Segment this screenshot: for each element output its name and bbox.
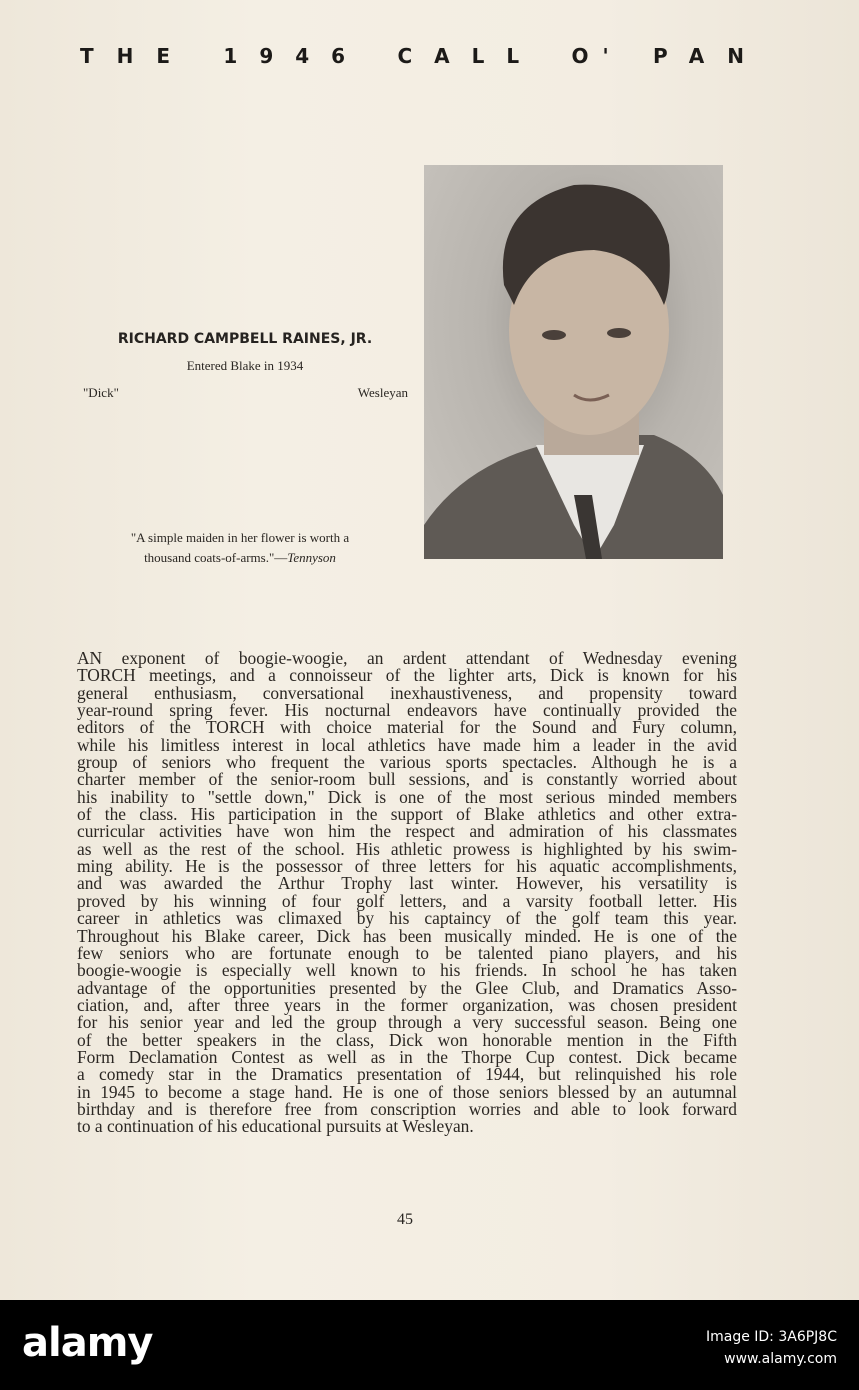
- text-line: boogie-woogie is especially well known to his friends. In school he has taken: [77, 960, 737, 981]
- text-line: TORCH meetings, and a connoisseur of the lighter arts, Dick is known for his: [77, 665, 737, 686]
- page-number: 45: [397, 1211, 413, 1228]
- text-line: career in athletics was climaxed by his captaincy of the golf team this year.: [77, 908, 737, 929]
- head-word: 1946: [223, 44, 368, 68]
- quote: [90, 528, 390, 568]
- head-word: PAN: [652, 44, 767, 68]
- text-line: ming ability. He is the possessor of three letters for his aquatic accomplishments,: [77, 856, 737, 877]
- text-line: editors of the TORCH with choice material for the Sound and Fury column,: [77, 717, 737, 738]
- text-line: of the class. His participation in the support of Blake athletics and other extra-: [77, 804, 737, 825]
- text-line: in 1945 to become a stage hand. He is one of those seniors blessed by an autumnal: [77, 1081, 737, 1102]
- running-head: [80, 44, 767, 68]
- head-word: O': [571, 44, 623, 68]
- text-line: charter member of the senior-room bull sessions, and is constantly worried about: [77, 769, 737, 790]
- quote-text: thousand coats-of-arms."—: [144, 550, 288, 565]
- text-line: birthday and is therefore free from conscription worries and able to look forward: [77, 1098, 737, 1119]
- text-line: Form Declamation Contest as well as in the Thorpe Cup contest. Dick became: [77, 1046, 737, 1067]
- text-line: curricular activities have won him the respect and admiration of his classmates: [77, 821, 737, 842]
- text-line: Throughout his Blake career, Dick has been musically minded. He is one of the: [77, 925, 737, 946]
- watermark-footer: [0, 1300, 859, 1390]
- quote-author: Tennyson: [287, 550, 336, 565]
- quote-line: [90, 548, 390, 568]
- text-line: few seniors who are fortunate enough to be talented piano players, and his: [77, 942, 737, 963]
- text-line: ciation, and, after three years in the former organization, was chosen president: [77, 994, 737, 1015]
- head-word: CALL: [397, 44, 542, 68]
- text-line: proved by his winning of four golf letters, and a varsity football letter. His: [77, 890, 737, 911]
- biography-text: [77, 650, 737, 1136]
- text-line: group of seniors who frequent the various sports spectacles. Although he is a: [77, 752, 737, 773]
- text-line: as well as the rest of the school. His athletic prowess is highlighted by his swim-: [77, 838, 737, 859]
- text-line: for his senior year and led the group through a very successful season. Being one: [77, 1012, 737, 1033]
- alamy-logo: alamy: [22, 1320, 153, 1366]
- text-line: AN exponent of boogie-woogie, an ardent attendant of Wednesday evening: [77, 648, 737, 668]
- head-word: THE: [80, 44, 194, 68]
- running-head-the: [80, 44, 193, 68]
- entered-year: Entered Blake in 1934: [186, 358, 304, 373]
- text-line: to a continuation of his educational pursuits at Wesleyan.: [77, 1116, 474, 1137]
- portrait-illustration: [424, 165, 723, 559]
- source-url: www.alamy.com: [724, 1351, 837, 1367]
- text-line: while his limitless interest in local athletics have made him a leader in the avid: [77, 734, 737, 755]
- text-line: a comedy star in the Dramatics presentation of 1944, but relinquished his role: [77, 1064, 737, 1085]
- text-line: advantage of the opportunities presented by the Glee Club, and Dramatics Asso-: [77, 977, 737, 998]
- student-name: RICHARD CAMPBELL RAINES, JR.: [117, 331, 373, 347]
- text-line: his inability to "settle down," Dick is one of the most serious minded members: [77, 786, 737, 807]
- nickname: "Dick": [83, 385, 119, 400]
- text-line: of the better speakers in the class, Dick won honorable mention in the Fifth: [77, 1029, 737, 1050]
- text-line: and was awarded the Arthur Trophy last winter. However, his versatility is: [77, 873, 737, 894]
- image-id: Image ID: 3A6PJ8C: [705, 1329, 837, 1345]
- quote-line: "A simple maiden in her flower is worth a: [130, 530, 350, 545]
- text-line: year-round spring fever. His nocturnal endeavors have continually provided the: [77, 700, 737, 721]
- image-info: [706, 1326, 837, 1370]
- text-line: general enthusiasm, conversational inexhaustiveness, and propensity toward: [77, 682, 737, 703]
- college: Wesleyan: [357, 385, 408, 400]
- portrait-photo: [424, 165, 723, 559]
